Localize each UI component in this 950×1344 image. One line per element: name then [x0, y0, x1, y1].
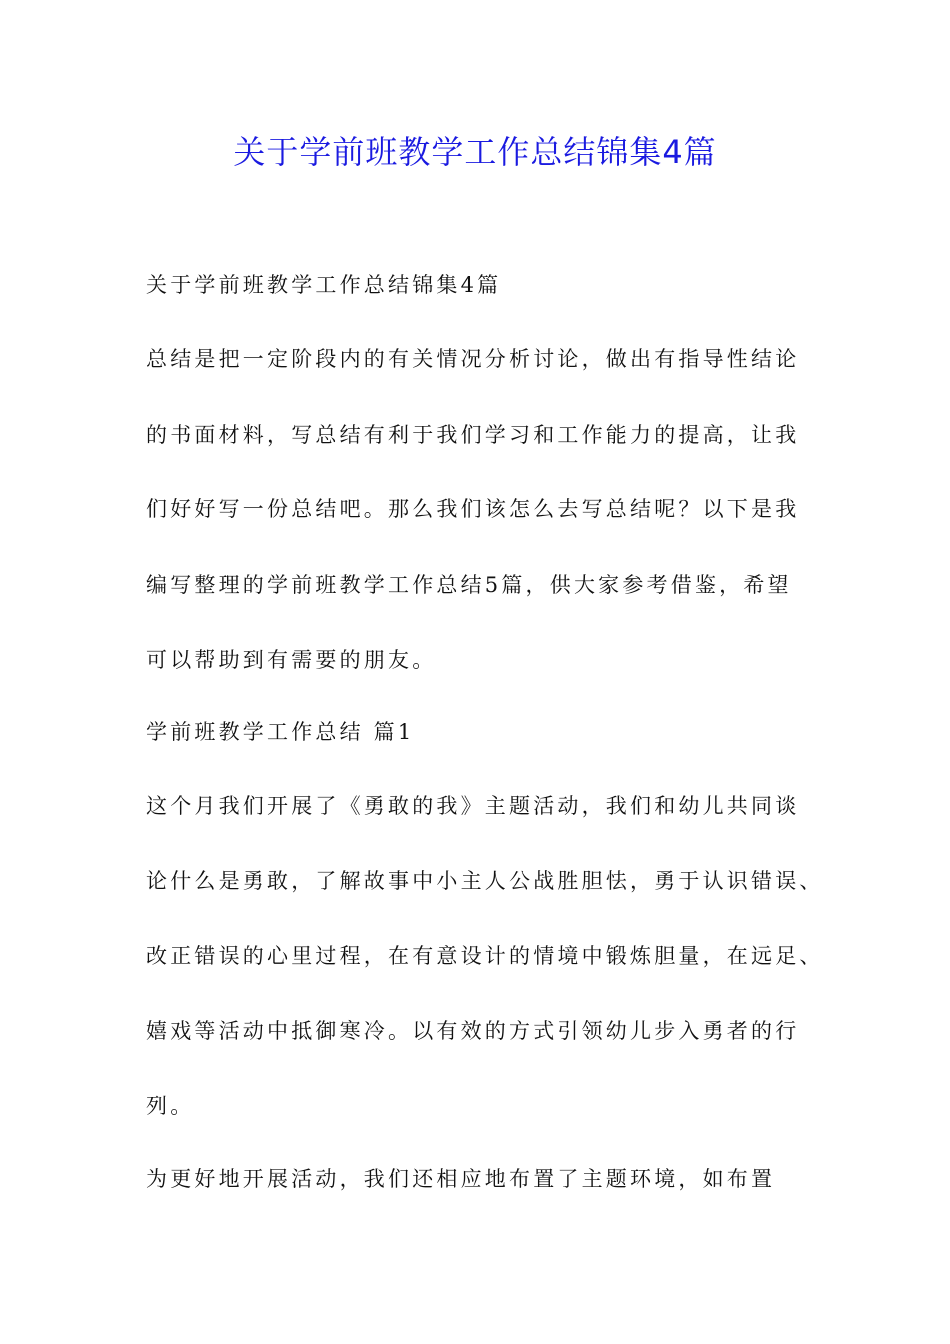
paragraph-line: 们好好写一份总结吧。那么我们该怎么去写总结呢？以下是我 [146, 497, 800, 521]
paragraph-line: 为更好地开展活动，我们还相应地布置了主题环境，如布置 [146, 1167, 776, 1191]
paragraph-line: 列。 [146, 1094, 195, 1118]
paragraph-line: 可以帮助到有需要的朋友。 [146, 648, 437, 672]
paragraph-line: 的书面材料，写总结有利于我们学习和工作能力的提高，让我 [146, 423, 800, 447]
document-title: 关于学前班教学工作总结锦集4篇 [233, 133, 717, 171]
paragraph-line: 改正错误的心里过程，在有意设计的情境中锻炼胆量，在远足、 [146, 944, 824, 968]
paragraph-line: 总结是把一定阶段内的有关情况分析讨论，做出有指导性结论 [146, 347, 800, 371]
section-heading: 学前班教学工作总结 篇1 [146, 720, 415, 744]
paragraph-line: 嬉戏等活动中抵御寒冷。以有效的方式引领幼儿步入勇者的行 [146, 1019, 800, 1043]
subtitle-line: 关于学前班教学工作总结锦集4篇 [146, 273, 502, 297]
paragraph-line: 编写整理的学前班教学工作总结5篇，供大家参考借鉴，希望 [146, 573, 792, 597]
paragraph-line: 这个月我们开展了《勇敢的我》主题活动，我们和幼儿共同谈 [146, 794, 800, 818]
paragraph-line: 论什么是勇敢，了解故事中小主人公战胜胆怯，勇于认识错误、 [146, 869, 824, 893]
